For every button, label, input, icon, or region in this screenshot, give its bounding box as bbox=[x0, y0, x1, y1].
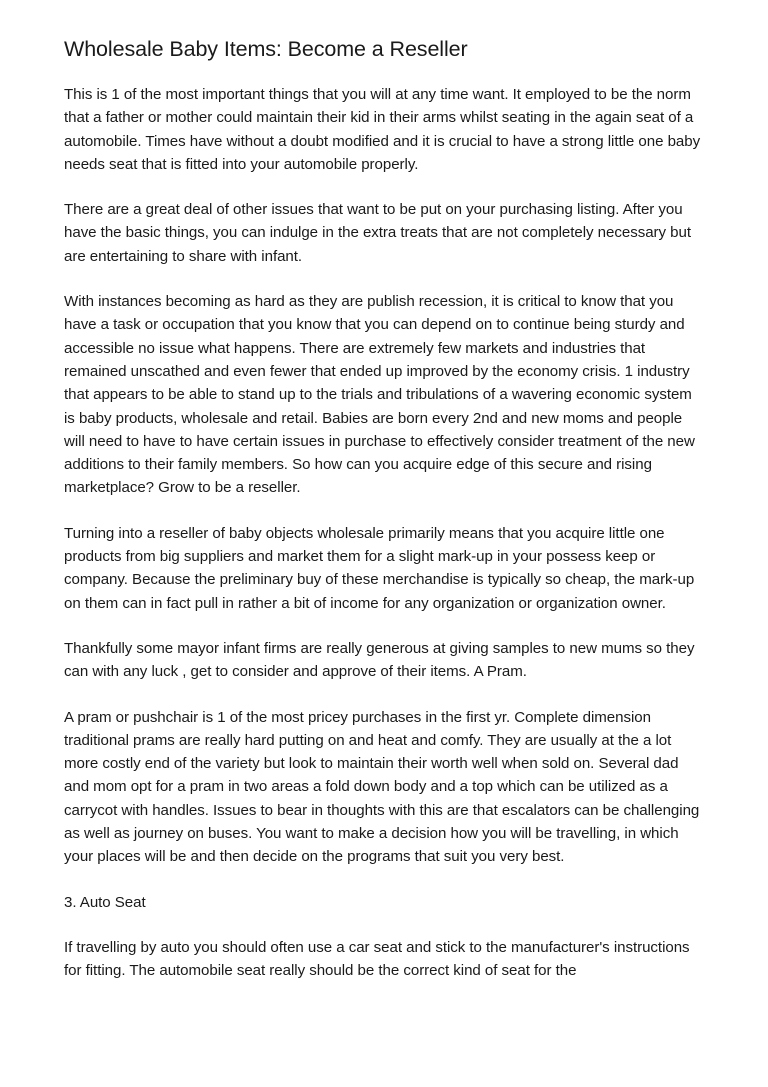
paragraph-pram: A pram or pushchair is 1 of the most pricey purchases in the first yr. Complete dimension traditional prams are really hard putting on and heat and comfy. They are usually at the a lot more costly end of the variety but look to maintain their worth well when sold on. Several dad and mom opt for a pram in two areas a fold down body and a top which can be utilized as a carrycot with handles. Issues to bear in thoughts with this are that escalators can be challenging as well as journey on buses. You want to make a decision how you will be travelling, in which your places will be and then decide on the programs that suit you very best. bbox=[64, 708, 700, 866]
paragraph-auto-seat: If travelling by auto you should often use a car seat and stick to the manufacturer's instructions for fitting. The automobile seat really should be the correct kind of seat for the bbox=[64, 938, 690, 980]
paragraph-free-samples: Thankfully some mayor infant firms are really generous at giving samples to new mums so they can with any luck , get to consider and approve of their items. A Pram. bbox=[64, 639, 695, 681]
paragraph-shopping-list: There are a great deal of other issues that want to be put on your purchasing listing. After you have the basic things, you can indulge in the extra treats that are not completely necessary but are entertaining to share with infant. bbox=[64, 201, 691, 265]
paragraph-becoming-reseller: Turning into a reseller of baby objects wholesale primarily means that you acquire little one products from big suppliers and market them for a slight mark-up in your possess keep or company. Because the preliminary buy of these merchandise is typically so cheap, the mark-up on them can in fact pull in rather a bit of income for any organization or organization owner. bbox=[64, 524, 695, 612]
document-page bbox=[64, 36, 704, 1005]
section-heading-auto-seat: 3. Auto Seat bbox=[64, 893, 146, 911]
document-title: Wholesale Baby Items: Become a Reseller bbox=[64, 37, 468, 61]
paragraph-recession-baby-industry: With instances becoming as hard as they are publish recession, it is critical to know that you have a task or occupation that you know that you can depend on to continue being sturdy and accessible no issue what happens. There are extremely few markets and industries that remained unscathed and even fewer that ended up improved by the economy crisis. 1 industry that appears to be able to stand up to the trials and tribulations of a wavering economic system is baby products, wholesale and retail. Babies are born every 2nd and new moms and people will need to have to have certain issues in purchase to effectively consider treatment of the new additions to their family members. So how can you acquire edge of this secure and rising marketplace? Grow to be a reseller. bbox=[64, 293, 695, 497]
paragraph-car-seat-importance: This is 1 of the most important things that you will at any time want. It employed to be the norm that a father or mother could maintain their kid in their arms whilst seating in the again seat of a automobile. Times have without a doubt modified and it is crucial to have a strong little one baby needs seat that is fitted into your automobile properly. bbox=[64, 86, 701, 173]
